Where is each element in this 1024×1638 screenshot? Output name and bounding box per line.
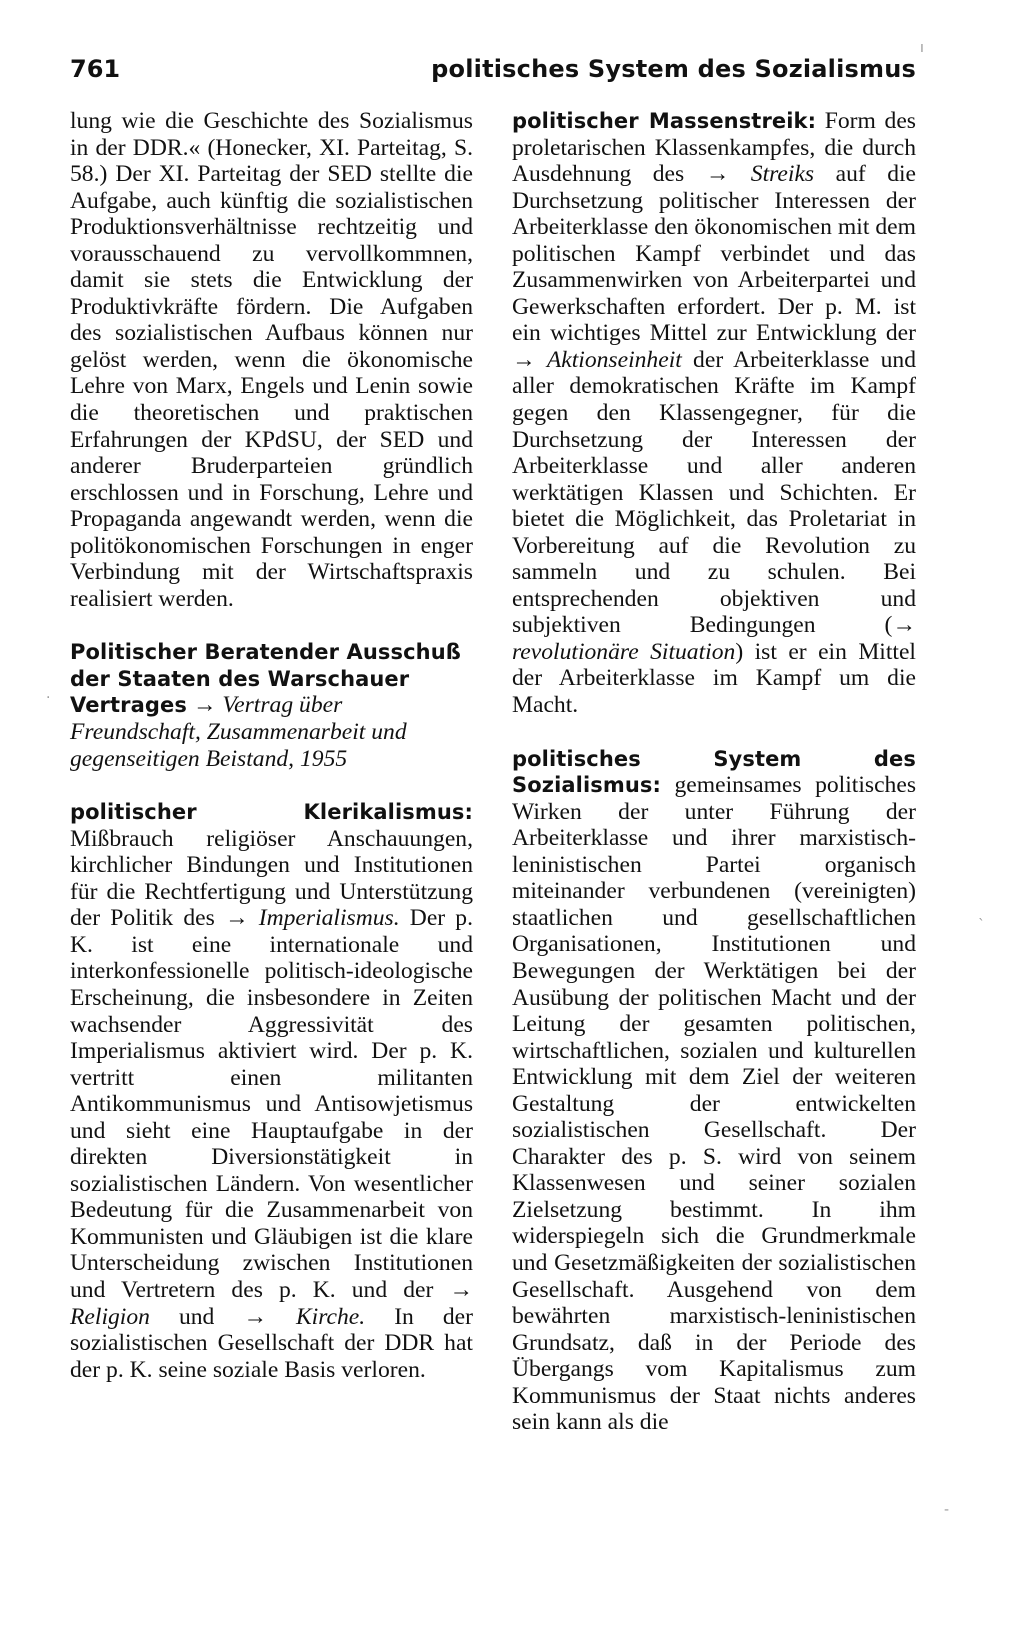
entry-text: und [178,1303,215,1330]
entry-text: Form des proletarischen Klassenkampfes, die durch Ausdehnung des [512,108,916,188]
cross-reference-arrow: → [512,346,536,373]
cross-reference-arrow: → [449,1276,473,1303]
entry-text: ) ist er ein Mittel der Arbeiterklasse im Kampf um die Macht. [512,638,916,719]
entry-text: gemeinsames politisches Wirken der unter Führung der Arbeiterklasse und ihrer marxistisch-leninistischen Partei organisch miteinander verbundenen (vereinigten) staatlichen und gesellschaftlichen Organisationen, Institutionen und Bewegungen der Werktätigen bei der Ausübung der politischen Macht und der Leitung der gesamten politischen, wirtschaftlichen, sozialen und kulturellen Entwicklung mit dem Ziel der weiteren Gestaltung der entwickelten sozialistischen Gesellschaft. Der Charakter des p. S. wird von seinem Klassenwesen und seiner sozialen Zielsetzung bestimmt. In ihm widerspiegeln sich die Grundmerkmale und Gesetzmäßigkeiten der sozialistischen Gesellschaft. Ausgehend von dem bewährten marxistisch-leninistischen Grundsatz, daß in der Periode des Übergangs vom Kapitalismus zum Kommunismus der Staat nichts anderes sein kann als die [512,772,916,1436]
cross-reference-arrow: → [243,1303,267,1330]
entry-text: auf die Durchsetzung politischer Interessen der Arbeiterklasse den ökonomischen mit dem politischen Kampf verbindet und das Zusammenwirken von Arbeiterpartei und Gewerkschaften erfordert. Der p. M. ist ein wichtiges Mittel zur Entwicklung der [512,161,917,347]
scan-mark: ı [920,40,924,56]
cross-reference: revolutionäre Situation [512,638,736,665]
headword: politischer Klerikalismus: [70,800,473,825]
entry-beratender-ausschuss [70,639,473,772]
cross-reference-arrow: → [705,161,730,188]
entry-text: der Arbeiterklasse und aller demokratischen Kräfte im Kampf gegen den Klassengegner, für die Durchsetzung der Interessen der Arbeiterklasse und aller anderen werktätigen Klassen und Schichten. Er bietet die Möglichkeit, das Proletariat in Vorbereitung auf die Revolution zu sammeln und zu schulen. Bei entsprechenden objektiven und subjektiven Bedingungen ( [512,346,916,639]
headword: politischer Massenstreik: [512,109,817,133]
scan-mark: - [944,1502,950,1518]
continuation-paragraph: lung wie die Geschichte des Sozialismus in der DDR.« (Honecker, XI. Parteitag, S. 58.) Der XI. Parteitag der SED stellte die Aufgabe, auch künftig die sozialistischen Produktionsverhältnisse rechtzeitig und vorausschauend zu vervollkommnen, damit sie stets die Entwicklung der Produktivkräfte fördern. Die Aufgaben des sozialistischen Aufbaus können nur gelöst werden, wenn die ökonomische Lehre von Marx, Engels und Lenin sowie die theoretischen und praktischen Erfahrungen der KPdSU, der SED und anderer Bruderparteien gründlich erschlossen und in Forschung, Lehre und Propaganda angewandt werden, wenn die politökonomischen Forschungen in enger Verbindung mit der Wirtschaftspraxis realisiert werden. [70,108,473,612]
cross-reference: Religion [70,1303,150,1330]
entry-politisches-system [512,746,916,1436]
headword: politisches System des Sozialismus: [512,746,916,798]
cross-reference: Imperialismus. [258,905,400,932]
right-column [512,108,916,1436]
scan-mark: · [46,690,51,706]
cross-reference-arrow: → [192,692,217,719]
entry-text: Mißbrauch religiöser Anschauungen, kirchlicher Bindungen und Institutionen für die Rechtfertigung und Unterstützung der Politik des [70,825,473,932]
cross-reference: Streiks [750,161,815,188]
entry-massenstreik [512,108,916,719]
page-number: 761 [70,55,121,83]
scan-mark: ˎ [978,905,985,921]
left-column [70,108,473,1383]
cross-reference: Vertrag über Freundschaft, Zusammenarbeit und gegenseitigen Beistand, 1955 [70,692,407,772]
page-header [70,55,916,95]
cross-reference: Aktionseinheit [546,346,682,373]
entry-text: In der sozialistischen Gesellschaft der DDR hat der p. K. seine soziale Basis verloren. [70,1303,473,1383]
entry-klerikalismus [70,799,473,1383]
headword: Politischer Beratender Ausschuß der Staaten des Warschauer Vertrages [70,640,461,718]
running-head: politisches System des Sozialismus [431,55,916,83]
cross-reference-arrow: → [892,612,916,639]
cross-reference-arrow: → [224,905,249,932]
cross-reference: Kirche. [295,1303,366,1330]
entry-text: Der p. K. ist eine internationale und interkonfessionelle politisch-ideologische Erscheinung, die insbesondere in Zeiten wachsender Aggressivität des Imperialismus aktiviert wird. Der p. K. vertritt einen militanten Antikommunismus und Antisowjetismus und sieht eine Hauptaufgabe in der direkten Diversionstätigkeit in sozialistischen Ländern. Von wesentlicher Bedeutung für die Zusammenarbeit von Kommunisten und Gläubigen ist die klare Unterscheidung zwischen Institutionen und Vertretern des p. K. und der [70,905,473,1303]
